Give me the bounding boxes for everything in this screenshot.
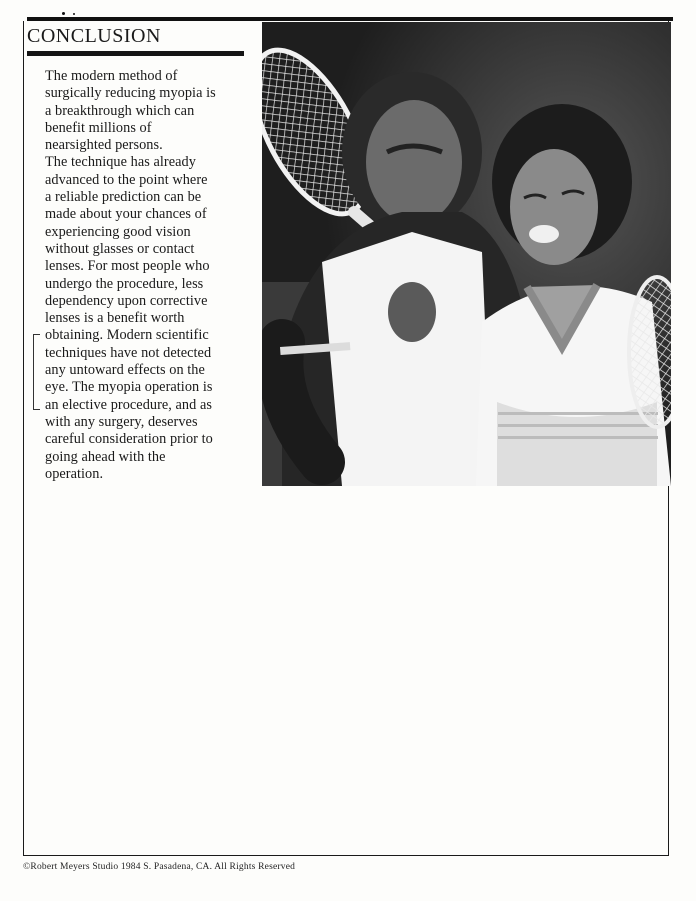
text-line: dependency upon corrective [45, 292, 208, 309]
text-line: experiencing good vision [45, 223, 191, 240]
text-line: operation. [45, 465, 104, 482]
text-line: techniques have not detected [45, 344, 212, 361]
heading-rule [27, 51, 244, 56]
text-line: an elective procedure, and as [45, 396, 212, 413]
text-line: advanced to the point where [45, 171, 208, 188]
text-line: any untoward effects on the [45, 362, 205, 379]
tennis-couple-photo [262, 22, 671, 486]
photo-illustration [262, 22, 671, 486]
margin-bracket [33, 334, 40, 410]
text-line: The modern method of [45, 68, 178, 84]
text-line: a reliable prediction can be [45, 189, 202, 206]
text-line: undergo the procedure, less [45, 275, 204, 292]
text-line: a breakthrough which can [45, 102, 195, 119]
racket-right [629, 277, 671, 427]
text-line: benefit millions of [45, 119, 152, 136]
text-line: without glasses or contact [45, 240, 195, 257]
text-line: lenses. For most people who [45, 258, 210, 275]
text-line: made about your chances of [45, 206, 207, 223]
text-line: obtaining. Modern scientific [45, 327, 209, 344]
text-line: with any surgery, deserves [45, 413, 198, 430]
text-line: surgically reducing myopia is [45, 85, 216, 102]
conclusion-paragraph [45, 68, 250, 483]
text-line: The technique has already [45, 154, 196, 171]
text-line: lenses is a benefit worth [45, 310, 185, 327]
text-line: eye. The myopia operation is [45, 379, 213, 396]
copyright-footer: ©Robert Meyers Studio 1984 S. Pasadena, CA. All Rights Reserved [23, 862, 296, 872]
text-line: going ahead with the [45, 448, 166, 465]
ink-speck [62, 12, 65, 15]
text-line: careful consideration prior to [45, 431, 213, 448]
page-title: CONCLUSION [27, 25, 161, 47]
text-line: nearsighted persons. [45, 137, 163, 154]
ink-speck [73, 13, 75, 15]
